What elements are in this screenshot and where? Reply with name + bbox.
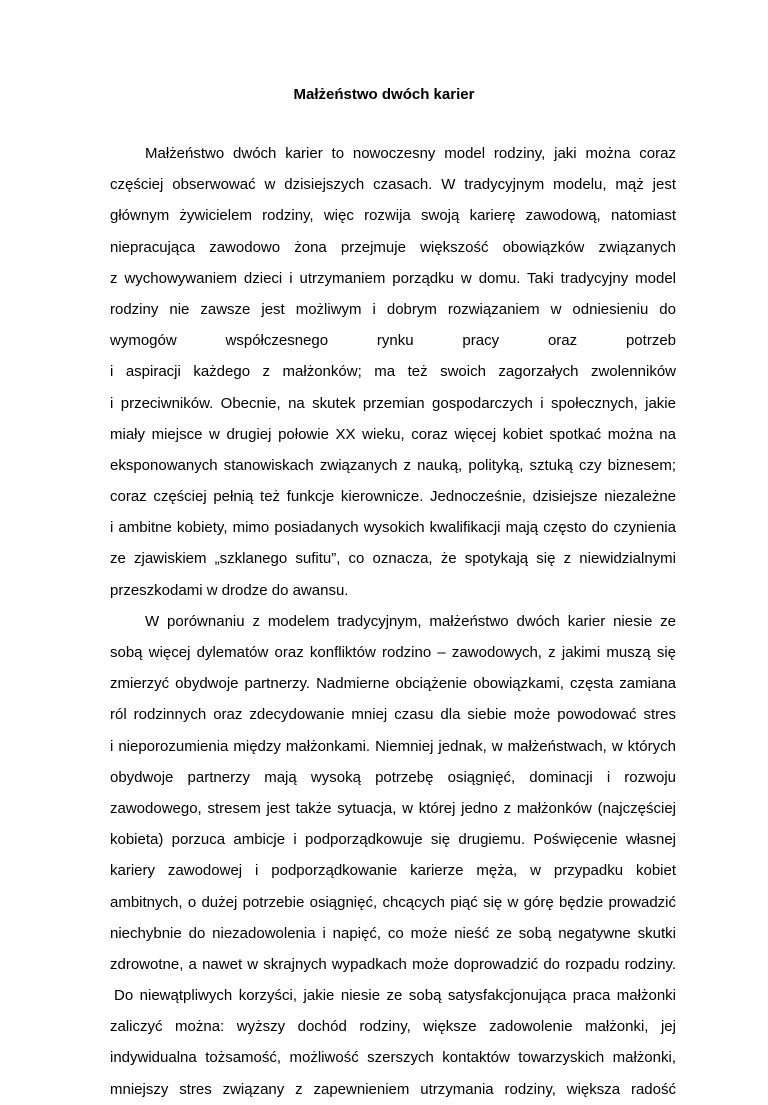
text-line: z wychowywaniem dzieci i utrzymaniem porządku w domu. Taki tradycyjny model [110, 269, 676, 287]
text-line: coraz częściej pełnią też funkcje kierownicze. Jednocześnie, dzisiejsze niezależne [110, 488, 676, 506]
text-line: sobą więcej dylematów oraz konfliktów rodzino – zawodowych, z jakimi muszą się [110, 644, 676, 661]
text-line: Do niewątpliwych korzyści, jakie niesie ze sobą satysfakcjonująca praca małżonki [114, 987, 676, 1005]
text-line: obydwoje partnerzy mają wysoką potrzebę osiągnięć, dominacji i rozwoju [110, 768, 676, 786]
text-line: niechybnie do niezadowolenia i napięć, co może nieść ze sobą negatywne skutki [110, 924, 676, 942]
text-line: i ambitne kobiety, mimo posiadanych wysokich kwalifikacji mają często do czynienia [110, 519, 676, 537]
text-line: i przeciwników. Obecnie, na skutek przemian gospodarczych i społecznych, jakie [110, 394, 676, 412]
text-line: głównym żywicielem rodziny, więc rozwija swoją karierę zawodową, natomiast [110, 207, 676, 225]
text-line: indywidualna tożsamość, możliwość szerszych kontaktów towarzyskich małżonki, [110, 1049, 676, 1067]
document-body [110, 138, 676, 1105]
text-line: ambitnych, o dużej potrzebie osiągnięć, chcących piąć się w górę będzie prowadzić [110, 893, 676, 911]
text-line: i nieporozumienia między małżonkami. Niemniej jednak, w małżeństwach, w których [110, 737, 676, 755]
text-line: zmierzyć obydwoje partnerzy. Nadmierne obciążenie obowiązkami, częsta zamiana [110, 675, 676, 693]
text-line: ról rodzinnych oraz zdecydowanie mniej czasu dla siebie może powodować stres [110, 706, 676, 724]
text-line: ze zjawiskiem „szklanego sufitu”, co oznacza, że spotykają się z niewidzialnymi [110, 550, 676, 568]
text-line: W porównaniu z modelem tradycyjnym, małżeństwo dwóch karier niesie ze [145, 612, 676, 630]
text-line: wymogów współczesnego rynku pracy oraz potrzeb [110, 332, 676, 350]
text-line: zdrowotne, a nawet w skrajnych wypadkach może doprowadzić do rozpadu rodziny. [110, 955, 676, 973]
text-line: kariery zawodowej i podporządkowanie karierze męża, w przypadku kobiet [110, 862, 676, 880]
text-line: miały miejsce w drugiej połowie XX wieku, coraz więcej kobiet spotkać można na [110, 425, 676, 443]
document-title: Małżeństwo dwóch karier [293, 86, 475, 103]
text-line: kobieta) porzuca ambicje i podporządkowuje się drugiemu. Poświęcenie własnej [110, 831, 676, 849]
text-line: niepracująca zawodowo żona przejmuje większość obowiązków związanych [110, 238, 676, 256]
text-line: rodziny nie zawsze jest możliwym i dobrym rozwiązaniem w odniesieniu do [110, 300, 676, 318]
text-line: Małżeństwo dwóch karier to nowoczesny model rodziny, jaki można coraz [145, 145, 676, 162]
text-line: zawodowego, stresem jest także sytuacja, w której jedno z małżonków (najczęściej [110, 799, 676, 817]
text-line: eksponowanych stanowiskach związanych z nauką, polityką, sztuką czy biznesem; [110, 456, 676, 474]
text-line: częściej obserwować w dzisiejszych czasach. W tradycyjnym modelu, mąż jest [110, 176, 676, 194]
text-line: mniejszy stres związany z zapewnieniem utrzymania rodziny, większa radość [110, 1080, 676, 1098]
text-line: przeszkodami w drodze do awansu. [110, 581, 349, 599]
text-line: zaliczyć można: wyższy dochód rodziny, większe zadowolenie małżonki, jej [110, 1018, 676, 1036]
text-line: i aspiracji każdego z małżonków; ma też swoich zagorzałych zwolenników [110, 363, 676, 381]
